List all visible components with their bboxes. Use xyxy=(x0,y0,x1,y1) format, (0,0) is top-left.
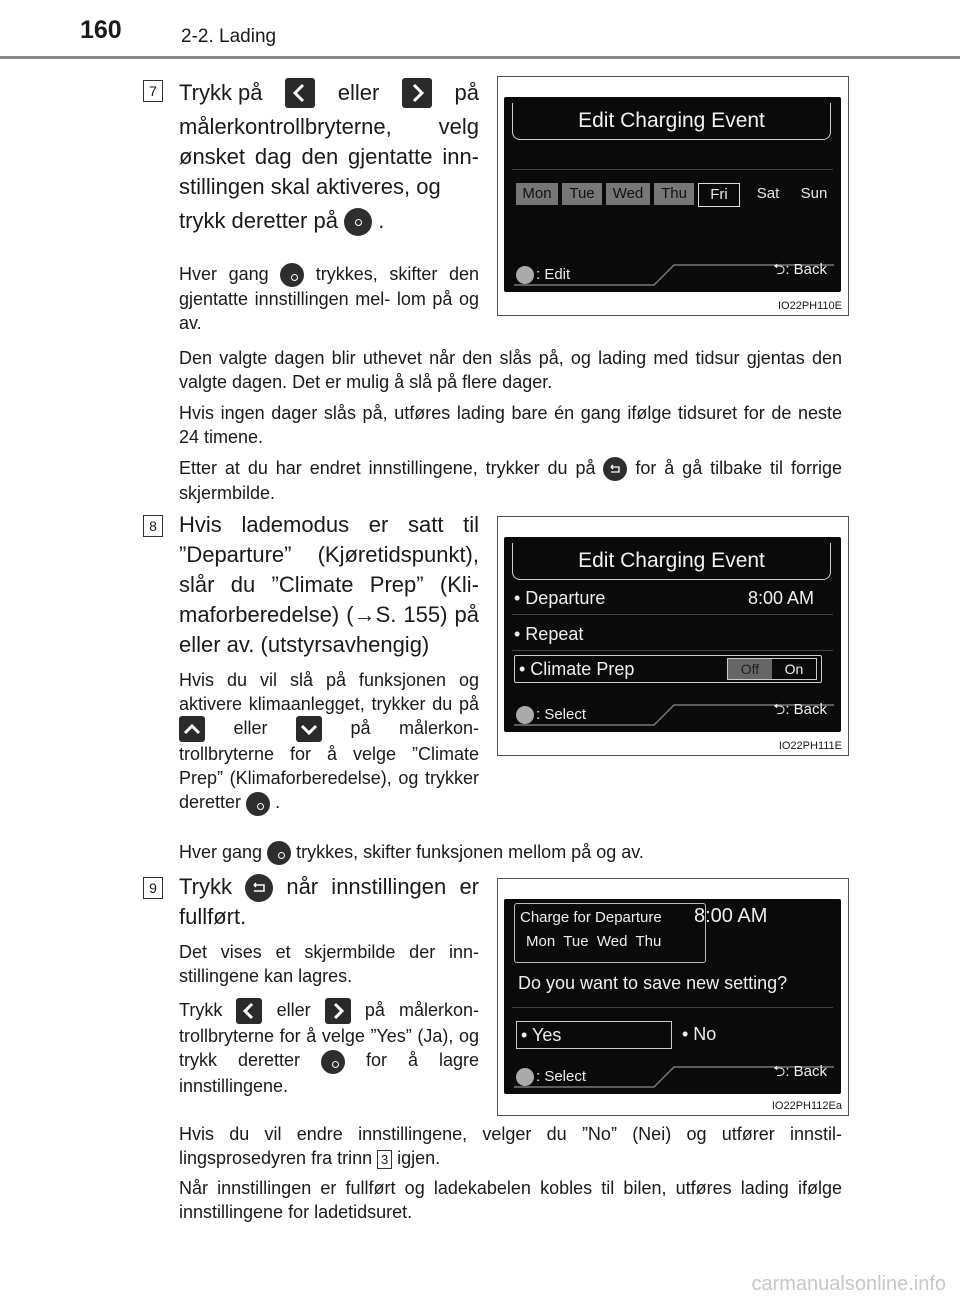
step9-para1-b: igjen. xyxy=(397,1148,441,1168)
step7-text-e: . xyxy=(378,208,385,233)
page-number: 160 xyxy=(80,16,122,44)
step-number-8: 8 xyxy=(143,515,163,537)
step9-note2 xyxy=(179,998,479,1098)
row-departure-label: • Departure xyxy=(514,588,606,608)
day-wed: Wed xyxy=(606,183,650,205)
step8-instruction: Hvis lademodus er satt til ”Departure” (Kjøretidspunkt), slår du ”Climate Prep” (Kli- maforberedelse) (→S. 155) på eller av. (utstyrsavhengig) xyxy=(179,512,479,657)
day-mon: Mon xyxy=(516,183,558,205)
charge-time: 8:00 AM xyxy=(694,905,768,927)
step8-line xyxy=(179,840,842,865)
footer-back-label: : Back xyxy=(785,261,827,278)
chevron-left-icon xyxy=(236,998,262,1024)
chevron-left-icon xyxy=(285,78,315,108)
yes-option: • Yes xyxy=(516,1021,672,1049)
step8-line-a: Hver gang xyxy=(179,842,263,862)
footer-back-label: : Back xyxy=(785,1063,827,1080)
footer-select xyxy=(516,1068,586,1086)
footer-select-label: : Select xyxy=(536,705,587,723)
step-number-9: 9 xyxy=(143,877,163,899)
step7-para3-b: for å gå tilbake til forrige skjermbilde. xyxy=(179,458,842,504)
knob-icon xyxy=(516,266,534,284)
step7-text-d: trykk deretter på xyxy=(179,208,338,233)
back-button-icon xyxy=(603,457,627,481)
row-departure xyxy=(514,585,820,611)
row-climate-prep-label: • Climate Prep xyxy=(519,659,635,679)
step8-note xyxy=(179,668,479,816)
toggle-off: Off xyxy=(728,659,772,679)
figure-code: IO22PH112Ea xyxy=(771,1100,842,1112)
step9-note2-a: Trykk xyxy=(179,1000,223,1020)
step7-text-main: målerkontrollbryterne, velg ønsket dag den gjentatte inn- stillingen skal aktiveres, og xyxy=(179,114,479,199)
screen-title: Edit Charging Event xyxy=(512,103,831,140)
screen-title: Edit Charging Event xyxy=(512,543,831,580)
chevron-up-icon xyxy=(179,716,205,742)
section-title: 2-2. Lading xyxy=(181,26,277,47)
display-screen xyxy=(504,899,841,1094)
footer-back-label: : Back xyxy=(785,701,827,718)
footer-select-label: : Select xyxy=(536,1067,587,1085)
step9-note2-b: eller xyxy=(276,1000,311,1020)
back-arrow-icon: ⮌ xyxy=(773,261,786,278)
footer-back xyxy=(773,699,827,724)
step9-main-b: når innstillingen er fullført. xyxy=(179,874,479,930)
step7-text-a: Trykk på xyxy=(179,80,263,105)
step8-note-a: Hvis du vil slå på funksjonen og aktivere klimaanlegget, trykker du på xyxy=(179,670,479,714)
charge-label: Charge for Departure xyxy=(520,909,662,926)
no-option: • No xyxy=(682,1024,717,1044)
step7-para3 xyxy=(179,456,842,505)
figure-code: IO22PH110E xyxy=(777,300,842,312)
step8-note-d: trykker deretter xyxy=(179,768,479,813)
screen-divider xyxy=(512,650,833,651)
charge-days: Mon Tue Wed Thu xyxy=(526,933,662,950)
step7-text-b: eller xyxy=(337,80,380,105)
footer-select xyxy=(516,706,586,724)
step-ref-3: 3 xyxy=(377,1150,392,1169)
figure-edit-charging-days xyxy=(497,76,849,316)
screen-divider xyxy=(512,614,833,615)
ok-button-icon xyxy=(267,841,291,865)
step7-instruction xyxy=(179,78,479,236)
step7-para2: Hvis ingen dager slås på, utføres lading bare én gang ifølge tidsuret for de neste 24 timene. xyxy=(179,403,842,447)
footer-edit-label: : Edit xyxy=(536,265,571,283)
row-departure-value: 8:00 AM xyxy=(747,588,814,608)
step9-para1-a: Hvis du vil endre innstillingene, velger du ”No” (Nei) og utfører innstil- lingsprosedyren fra trinn xyxy=(179,1124,842,1168)
ok-button-icon xyxy=(280,263,304,287)
step8-line-b: trykkes, skifter funksjonen mellom på og av. xyxy=(296,842,644,862)
climate-prep-toggle xyxy=(727,658,817,680)
step7-note-a: Hver gang xyxy=(179,264,269,284)
watermark: carmanualsonline.info xyxy=(751,1273,946,1295)
ok-button-icon xyxy=(344,208,372,236)
step9-instruction xyxy=(179,872,479,932)
knob-icon xyxy=(516,706,534,724)
figure-code: IO22PH111E xyxy=(778,740,842,752)
step7-para1: Den valgte dagen blir uthevet når den slås på, og lading med tidsur gjentas den valgte dagen. Det er mulig å slå på flere dager. xyxy=(179,348,842,392)
step7-note-b: trykkes, skifter den gjentatte innstillingen mel- lom på og av. xyxy=(179,264,479,334)
back-button-icon xyxy=(245,874,273,902)
footer-back xyxy=(773,1061,827,1086)
step-number-7: 7 xyxy=(143,80,163,102)
day-sun: Sun xyxy=(800,185,828,202)
row-climate-prep xyxy=(514,655,822,683)
step9-main-a: Trykk xyxy=(179,874,232,899)
step9-para2: Når innstillingen er fullført og ladekabelen kobles til bilen, utføres lading ifølge innstillingene for ladetidsuret. xyxy=(179,1178,842,1222)
chevron-right-icon xyxy=(325,998,351,1024)
chevron-right-icon xyxy=(402,78,432,108)
footer-back xyxy=(773,259,827,284)
ok-button-icon xyxy=(246,792,270,816)
screen-divider xyxy=(512,169,833,170)
back-arrow-icon: ⮌ xyxy=(773,1063,786,1080)
step8-note-c: på målerkon- trollbryterne for å velge ”Climate Prep” (Klimaforberedelse), og xyxy=(179,718,479,789)
save-question: Do you want to save new setting? xyxy=(518,973,788,993)
step9-note2-c: på målerkon- trollbryterne for å velge ”Yes” (Ja), og trykk deretter xyxy=(179,1000,479,1071)
knob-icon xyxy=(516,1068,534,1086)
step8-note-b: eller xyxy=(233,718,268,738)
back-arrow-icon: ⮌ xyxy=(773,701,786,718)
figure-climate-prep xyxy=(497,516,849,756)
step7-para3-a: Etter at du har endret innstillingene, trykker du på xyxy=(179,458,596,478)
day-tue: Tue xyxy=(562,183,602,205)
chevron-down-icon xyxy=(296,716,322,742)
header-divider xyxy=(0,56,960,59)
ok-button-icon xyxy=(321,1050,345,1074)
day-sat: Sat xyxy=(756,185,780,202)
day-thu: Thu xyxy=(654,183,694,205)
figure-save-setting xyxy=(497,878,849,1116)
step9-note1: Det vises et skjermbilde der inn- stillingene kan lagres. xyxy=(179,942,479,986)
day-fri: Fri xyxy=(698,183,740,207)
step7-text-c: på xyxy=(454,80,479,105)
footer-edit xyxy=(516,266,570,284)
page-header xyxy=(0,0,960,60)
toggle-on: On xyxy=(784,661,804,677)
display-screen xyxy=(504,537,841,732)
display-screen xyxy=(504,97,841,292)
screen-divider xyxy=(512,1007,833,1008)
row-repeat: • Repeat xyxy=(514,624,584,644)
step9-note2-d: for å lagre innstillingene. xyxy=(179,1050,479,1096)
step7-note xyxy=(179,262,479,335)
step9-para1 xyxy=(179,1122,842,1170)
step8-note-e: . xyxy=(275,792,281,813)
